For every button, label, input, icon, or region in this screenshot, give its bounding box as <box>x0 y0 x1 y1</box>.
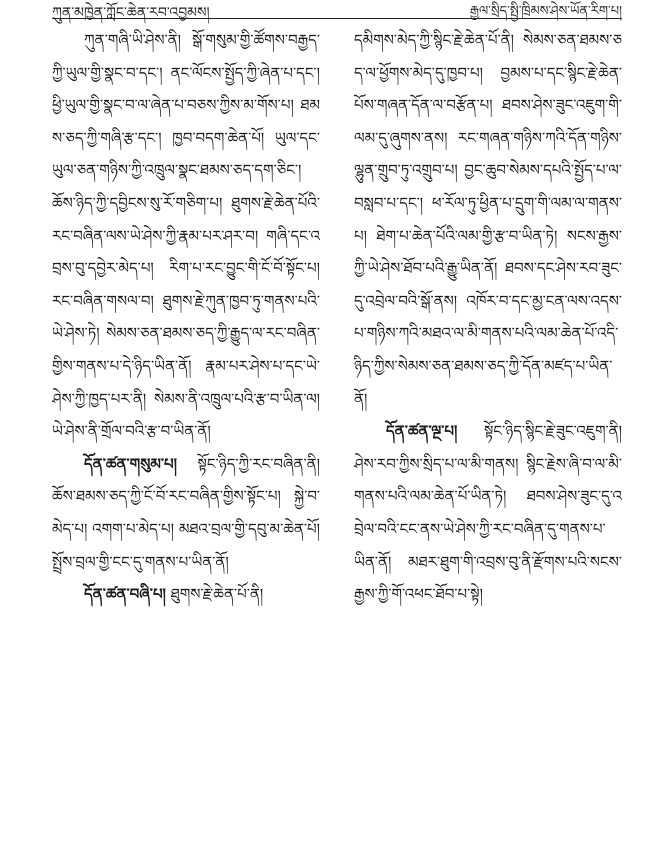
left-paragraph-2-body: སྟོང་ཉིད་ཀྱི་རང་བཞིན་ནི། ཆོས་ཐམས་ཅད་ཀྱི་ངོ་བོ་རང་བཞིན་གྱིས་སྟོང་པ། སྐྱེ་བ་མེད་པ། འགག་པ་མེད་པ། མཐའ་བྲལ་གྱི་དབུ་མ་ཆེན་པོ། སྤྲོས་བྲལ་གྱི་ངང་དུ་གནས་པ་ཡིན་ནོ། <box>52 454 320 571</box>
right-paragraph-2 <box>354 415 622 611</box>
right-paragraph-2-body: སྟོང་ཉིད་སྙིང་རྗེ་ཟུང་འཇུག་ནི། ཤེས་རབ་ཀྱིས་སྲིད་པ་ལ་མི་གནས། སྙིང་རྗེས་ཞི་བ་ལ་མི་གནས་པའི་ལམ་ཆེན་པོ་ཡིན་ཏེ། ཐབས་ཤེས་ཟུང་དུ་འབྲེལ་བའི་ངང་ནས་ཡེ་ཤེས་ཀྱི་རང་བཞིན་དུ་གནས་པ་ཡིན་ནོ། མཐར་ཐུག་གི་འབྲས་བུ་ནི་རྫོགས་པའི་སངས་རྒྱས་ཀྱི་གོ་འཕང་ཐོབ་པ་སྟེ། <box>354 422 622 604</box>
left-paragraph-2 <box>52 448 320 578</box>
right-paragraph-1: དམིགས་མེད་ཀྱི་སྙིང་རྗེ་ཆེན་པོ་ནི། སེམས་ཅན་ཐམས་ཅད་ལ་ཕྱོགས་མེད་དུ་ཁྱབ་པ། བྱམས་པ་དང་སྙིང་རྗེ་ཆེན་པོས་གཞན་དོན་ལ་བརྩོན་པ། ཐབས་ཤེས་ཟུང་འཇུག་གི་ལམ་དུ་ཞུགས་ནས། རང་གཞན་གཉིས་ཀའི་དོན་གཉིས་ལྷུན་གྲུབ་ཏུ་འགྲུབ་པ། བྱང་ཆུབ་སེམས་དཔའི་སྤྱོད་པ་ལ་བསླབ་པ་དང་། ཕ་རོལ་ཏུ་ཕྱིན་པ་དྲུག་གི་ལམ་ལ་གནས་པ། ཐེག་པ་ཆེན་པོའི་ལམ་གྱི་རྩ་བ་ཡིན་ཏེ། སངས་རྒྱས་ཀྱི་ཡེ་ཤེས་ཐོབ་པའི་རྒྱུ་ཡིན་ནོ། ཐབས་དང་ཤེས་རབ་ཟུང་དུ་འབྲེལ་བའི་སྒོ་ནས། འཁོར་བ་དང་མྱ་ངན་ལས་འདས་པ་གཉིས་ཀའི་མཐའ་ལ་མི་གནས་པའི་ལམ་ཆེན་པོ་འདི་ཉིད་ཀྱིས་སེམས་ཅན་ཐམས་ཅད་ཀྱི་དོན་མཛད་པ་ཡིན་ནོ། <box>354 31 622 408</box>
header-left-title: ཀུན་མཁྱེན་ཀློང་ཆེན་རབ་འབྱམས། <box>52 5 210 21</box>
page-header <box>52 0 622 19</box>
section-heading-3: དོན་ཚན་གསུམ་པ། <box>84 454 177 473</box>
right-column <box>354 24 622 860</box>
left-column <box>52 24 320 860</box>
left-paragraph-1: ཀུན་གཞི་ཡི་ཤེས་ནི། སྒོ་གསུམ་གྱི་ཚོགས་བརྒྱད་ཀྱི་ཡུལ་གྱི་སྣང་བ་དང་། ནང་ལོངས་སྤྱོད་ཀྱི་ཞེན་པ་དང་། ཕྱི་ཡུལ་གྱི་སྣང་བ་ལ་ཞེན་པ་བཅས་ཀྱིས་མ་གོས་པ། ཐམས་ཅད་ཀྱི་གཞི་རྩ་དང་། ཁྱབ་བདག་ཆེན་པོ། ཡུལ་དང་ཡུལ་ཅན་གཉིས་ཀྱི་འཁྲུལ་སྣང་ཐམས་ཅད་དག་ཅིང་། ཆོས་ཉིད་ཀྱི་དབྱིངས་སུ་རོ་གཅིག་པ། ཐུགས་རྗེ་ཆེན་པོའི་རང་བཞིན་ལས་ཡེ་ཤེས་ཀྱི་རྣམ་པར་ཤར་བ། གཞི་དང་འབྲས་བུ་དབྱེར་མེད་པ། རིག་པ་རང་བྱུང་གི་ངོ་བོ་སྟོང་པ། རང་བཞིན་གསལ་བ། ཐུགས་རྗེ་ཀུན་ཁྱབ་ཏུ་གནས་པའི་ཡེ་ཤེས་ཏེ། སེམས་ཅན་ཐམས་ཅད་ཀྱི་རྒྱུད་ལ་རང་བཞིན་གྱིས་གནས་པ་དེ་ཉིད་ཡིན་ནོ། རྣམ་པར་ཤེས་པ་དང་ཡེ་ཤེས་ཀྱི་ཁྱད་པར་ནི། སེམས་ནི་འཁྲུལ་པའི་རྩ་བ་ཡིན་ལ། ཡེ་ཤེས་ནི་གྲོལ་བའི་རྩ་བ་ཡིན་ནོ། <box>52 31 320 441</box>
left-paragraph-3-body: ཐུགས་རྗེ་ཆེན་པོ་ནི། <box>165 585 264 604</box>
left-paragraph-3 <box>52 578 320 611</box>
section-heading-5: དོན་ཚན་ལྔ་པ། <box>386 422 458 441</box>
header-right-title: རྒྱལ་སྲིད་སྤྱི་ཁྲིམས་ཤེས་ཡོན་རིག་པ། <box>469 4 622 19</box>
section-heading-4: དོན་ཚན་བཞི་པ། <box>84 585 166 604</box>
